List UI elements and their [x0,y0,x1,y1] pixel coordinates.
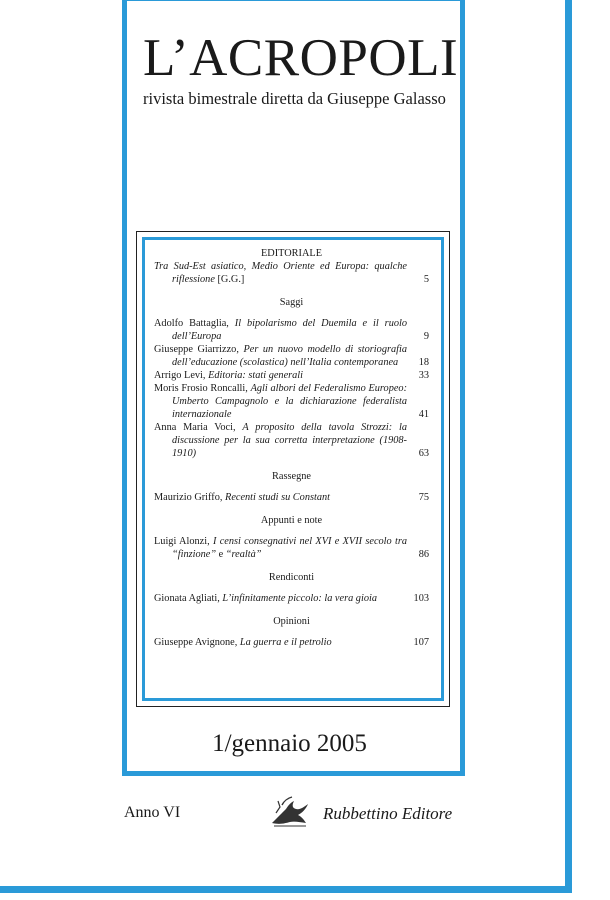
cover-frame-right [565,0,572,893]
entry-author: Giuseppe Giarrizzo, [154,344,239,355]
toc-entry-rassegne [154,491,429,504]
entry-page: 63 [418,448,429,459]
entry-page: 103 [413,593,429,604]
entry-title: L’infinitamente piccolo: la vera gioia [222,593,377,604]
entry-title: Agli albori del Federalismo Europeo: Umberto Campagnolo e la dichiarazione federalista internazionale [172,383,407,420]
entry-page: 86 [418,549,429,560]
entry-title: Recenti studi su Constant [225,492,330,503]
toc-entry-saggi [154,317,429,343]
entry-page: 41 [418,409,429,420]
entry-title: I censi consegnativi nel XVI e XVII secolo tra [212,536,407,547]
entry-page: 75 [418,492,429,503]
entry-title: Il bipolarismo del Duemila e il ruolo dell’Europa [172,318,407,342]
entry-author: [G.G.] [217,274,245,285]
toc-entry-editoriale [154,260,429,286]
section-heading-rendiconti: Rendiconti [268,572,315,583]
entry-author: Luigi Alonzi, [154,536,210,547]
publisher-logo-icon [268,795,312,829]
cover-frame-bottom [0,886,572,893]
table-of-contents [154,247,429,649]
toc-entry-saggi [154,421,429,460]
toc-entry-saggi [154,343,429,369]
entry-title-quote: “finzione” [172,549,217,560]
entry-page: 18 [418,357,429,368]
entry-author: Adolfo Battaglia, [154,318,229,329]
entry-author: Maurizio Griffo, [154,492,223,503]
issue-number: 1/gennaio 2005 [212,730,367,757]
entry-page: 5 [423,274,429,285]
year-label: Anno VI [124,804,181,821]
entry-author: Anna Maria Voci, [154,422,236,433]
entry-title-quote: “realtà” [225,549,262,560]
section-heading-editoriale: EDITORIALE [260,248,322,259]
journal-title: L’ACROPOLI [143,29,459,87]
entry-title: Tra Sud-Est asiatico, Medio Oriente ed Europa: qualche riflessione [154,261,407,285]
entry-author: Giuseppe Avignone, [154,637,238,648]
entry-title: A proposito della tavola Strozzi: la discussione per la sua corretta interpretazione (1908-1910) [172,422,408,459]
entry-title: Per un nuovo modello di storiografia dell’educazione (scolastica) nell’Italia contemporanea [172,344,407,368]
entry-page: 9 [423,331,429,342]
section-heading-saggi: Saggi [279,297,304,308]
toc-entry-saggi [154,382,429,421]
entry-title: La guerra e il petrolio [239,637,332,648]
toc-entry-rendiconti [154,592,429,605]
toc-entry-saggi [154,369,429,382]
entry-title: Editoria: stati generali [208,370,304,381]
section-heading-opinioni: Opinioni [273,616,310,627]
toc-entry-appunti [154,535,429,561]
entry-page: 107 [413,637,429,648]
entry-page: 33 [418,370,429,381]
entry-author: Gionata Agliati, [154,593,220,604]
entry-author: Arrigo Levi, [154,370,206,381]
entry-conjunction: e [218,549,224,560]
section-heading-rassegne: Rassegne [272,471,311,482]
publisher-name: Rubbettino Editore [323,804,453,823]
toc-entry-opinioni [154,636,429,649]
entry-author: Moris Frosio Roncalli, [154,383,248,394]
journal-subtitle: rivista bimestrale diretta da Giuseppe Galasso [143,89,446,108]
section-heading-appunti: Appunti e note [260,515,323,526]
